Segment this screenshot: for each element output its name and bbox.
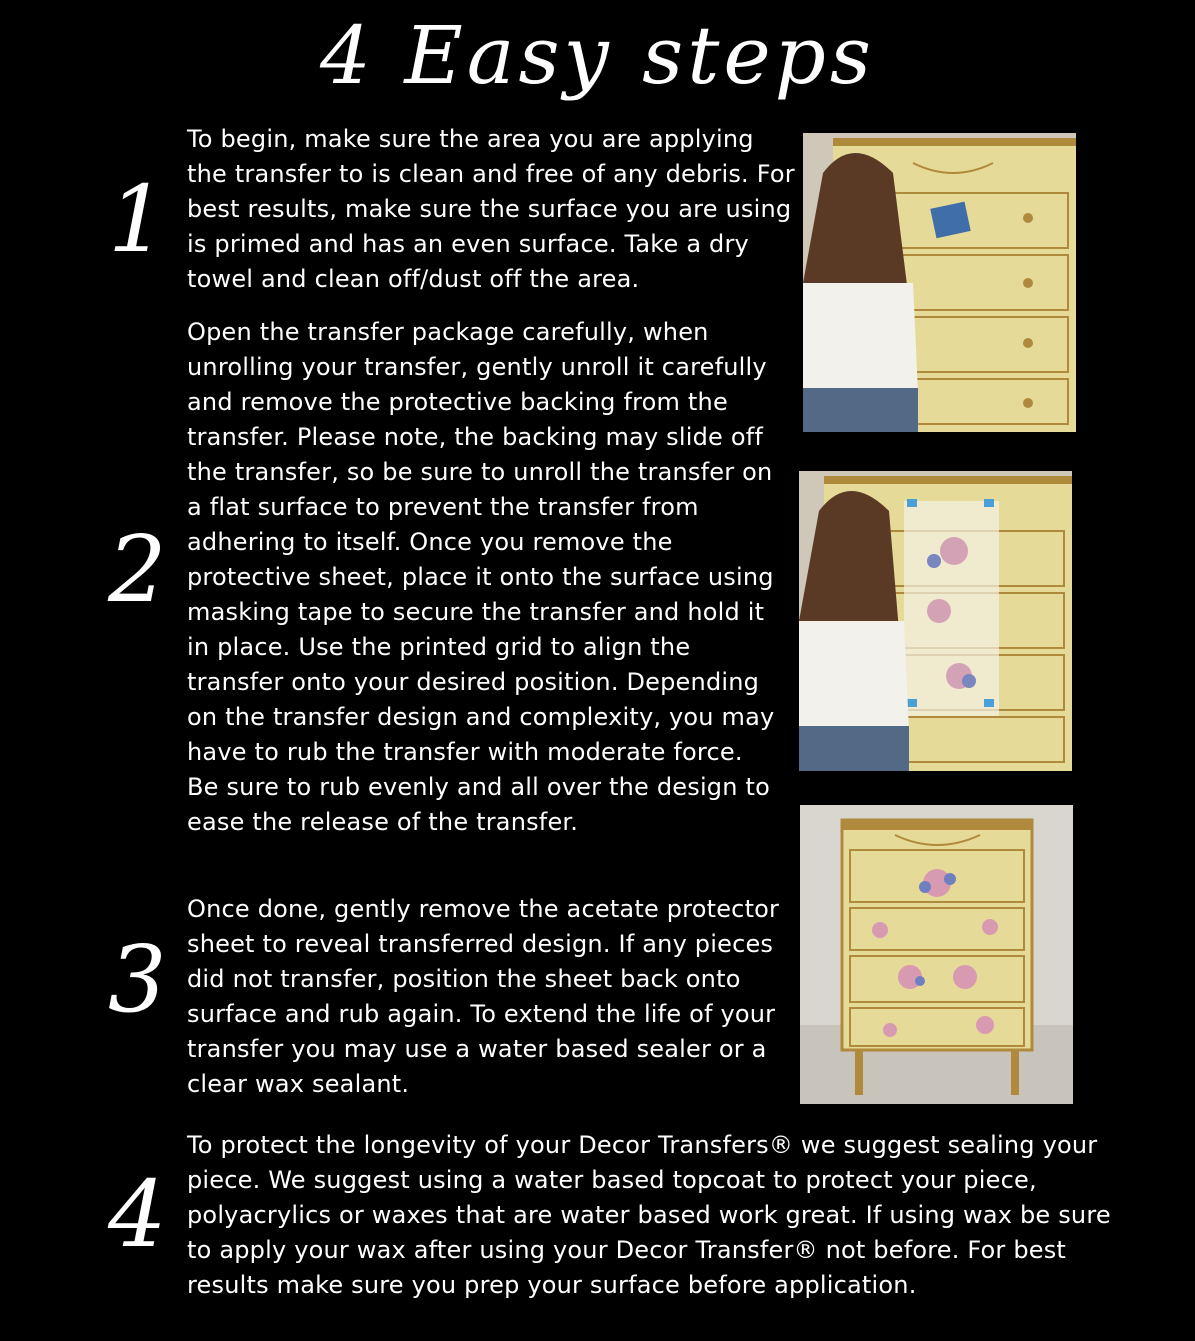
step-1-text: To begin, make sure the area you are applying the transfer to is clean and free of any debris. For best results, make sure the surface you are using is primed and has an even surface. Take a dry towel and clean off/dust off the area. [187, 125, 795, 293]
step-1-number: 1 [108, 166, 167, 273]
step-2-text: Open the transfer package carefully, when unrolling your transfer, gently unroll it carefully and remove the protective backing from the transfer. Please note, the backing may slide off the transfer, so be sure to unroll the transfer on a flat surface to prevent the transfer from adhering to itself. Once you remove the protective sheet, place it onto the surface using masking tape to secure the transfer and hold it in place. Use the printed grid to align the transfer onto your desired position. Depending on the transfer design and complexity, you may have to rub the transfer with moderate force. Be sure to rub evenly and all over the design to ease the release of the transfer. [187, 318, 775, 836]
woman-cleaning-dresser-photo [803, 133, 1076, 432]
step-4-number: 4 [108, 1161, 167, 1268]
step-3-number: 3 [108, 926, 167, 1033]
page-title: 4 Easy steps [320, 9, 875, 102]
finished-dresser-photo [800, 805, 1073, 1104]
woman-applying-transfer-photo [799, 471, 1072, 771]
step-4-text: To protect the longevity of your Decor Transfers® we suggest sealing your piece. We suggest using a water based topcoat to protect your piece, polyacrylics or waxes that are water based work great. If using wax be sure to apply your wax after using your Decor Transfer® not before. For best results make sure you prep your surface before application. [187, 1131, 1111, 1299]
step-2-number: 2 [108, 516, 167, 623]
step-3-text: Once done, gently remove the acetate protector sheet to reveal transferred design. If any pieces did not transfer, position the sheet back onto surface and rub again. To extend the life of your transfer you may use a water based sealer or a clear wax sealant. [187, 895, 780, 1098]
